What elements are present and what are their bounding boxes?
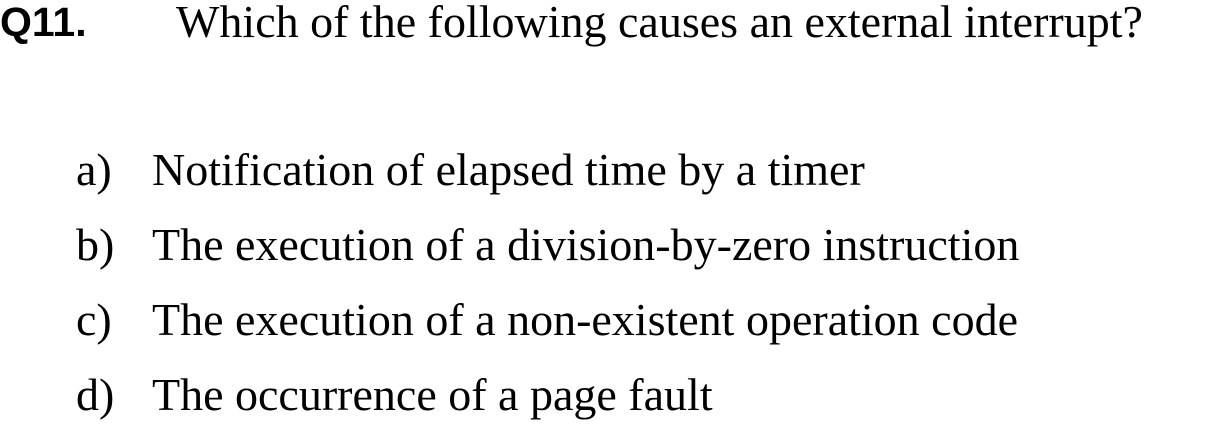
option-letter: a)	[76, 144, 112, 195]
option-text: The execution of a division-by-zero instruction	[152, 219, 1020, 270]
question-text: Which of the following causes an external interrupt?	[176, 0, 1143, 47]
option-letter: c)	[76, 294, 112, 345]
option-text: Notification of elapsed time by a timer	[152, 144, 865, 195]
answer-options-list	[76, 144, 1019, 444]
question-number: Q11.	[0, 0, 87, 45]
answer-option-b[interactable]	[76, 219, 1019, 294]
option-letter: b)	[76, 219, 115, 270]
answer-option-a[interactable]	[76, 144, 1019, 219]
option-letter: d)	[76, 369, 115, 420]
answer-option-c[interactable]	[76, 294, 1019, 369]
option-text: The occurrence of a page fault	[152, 369, 713, 420]
answer-option-d[interactable]	[76, 369, 1019, 444]
option-text: The execution of a non-existent operation code	[152, 294, 1019, 345]
